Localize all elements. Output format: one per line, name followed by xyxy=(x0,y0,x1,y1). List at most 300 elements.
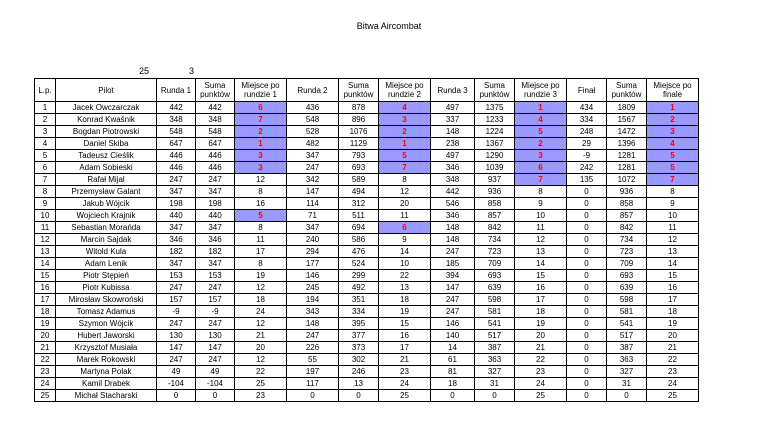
cell-lp: 1 xyxy=(35,102,56,114)
table-row xyxy=(35,198,699,210)
cell-place-2: 16 xyxy=(379,330,431,342)
cell-place-3: 11 xyxy=(515,222,567,234)
cell-round-1: 440 xyxy=(157,210,196,222)
cell-final: 0 xyxy=(567,378,607,390)
cell-pilot: Adam Sobieski xyxy=(56,162,157,174)
cell-lp: 8 xyxy=(35,186,56,198)
cell-place-1: 8 xyxy=(235,222,287,234)
cell-lp: 7 xyxy=(35,174,56,186)
cell-sum-final: 598 xyxy=(607,294,647,306)
cell-place-final: 19 xyxy=(647,318,699,330)
cell-round-2: 55 xyxy=(287,354,339,366)
page-title: Bitwa Aircombat xyxy=(356,21,422,31)
cell-sum-1: -9 xyxy=(196,306,235,318)
cell-pilot: Marek Rokowski xyxy=(56,354,157,366)
cell-sum-final: 936 xyxy=(607,186,647,198)
cell-sum-3: 1290 xyxy=(475,150,515,162)
cell-round-1: 247 xyxy=(157,354,196,366)
table-row xyxy=(35,366,699,378)
cell-place-1: 22 xyxy=(235,366,287,378)
header-place-1: Miejsce po rundzie 1 xyxy=(235,79,287,102)
cell-pilot: Piotr Stępień xyxy=(56,270,157,282)
cell-final: 0 xyxy=(567,270,607,282)
cell-place-final: 12 xyxy=(647,234,699,246)
cell-sum-3: 517 xyxy=(475,330,515,342)
cell-round-3: 14 xyxy=(431,342,475,354)
results-table xyxy=(34,78,699,402)
cell-pilot: Wojciech Krajnik xyxy=(56,210,157,222)
cell-round-2: 146 xyxy=(287,270,339,282)
cell-sum-2: 511 xyxy=(339,210,379,222)
cell-place-final: 7 xyxy=(647,174,699,186)
cell-round-1: 347 xyxy=(157,222,196,234)
cell-place-2: 19 xyxy=(379,306,431,318)
cell-place-3: 23 xyxy=(515,366,567,378)
cell-round-2: 177 xyxy=(287,258,339,270)
cell-place-3: 4 xyxy=(515,114,567,126)
cell-place-3: 6 xyxy=(515,162,567,174)
cell-sum-final: 858 xyxy=(607,198,647,210)
cell-sum-final: 693 xyxy=(607,270,647,282)
header-sum-3: Suma punktów xyxy=(475,79,515,102)
cell-place-2: 9 xyxy=(379,234,431,246)
cell-place-2: 11 xyxy=(379,210,431,222)
cell-round-2: 197 xyxy=(287,366,339,378)
cell-pilot: Daniel Skiba xyxy=(56,138,157,150)
cell-place-2: 2 xyxy=(379,126,431,138)
cell-place-3: 12 xyxy=(515,234,567,246)
cell-round-3: 394 xyxy=(431,270,475,282)
cell-place-2: 6 xyxy=(379,222,431,234)
cell-sum-2: 1076 xyxy=(339,126,379,138)
table-row xyxy=(35,246,699,258)
header-final: Finał xyxy=(567,79,607,102)
table-row xyxy=(35,210,699,222)
cell-round-2: 194 xyxy=(287,294,339,306)
cell-final: 0 xyxy=(567,342,607,354)
cell-final: 0 xyxy=(567,210,607,222)
cell-place-final: 4 xyxy=(647,138,699,150)
cell-pilot: Rafał Mijal xyxy=(56,174,157,186)
cell-pilot: Jacek Owczarczak xyxy=(56,102,157,114)
cell-lp: 17 xyxy=(35,294,56,306)
cell-final: 434 xyxy=(567,102,607,114)
cell-round-2: 482 xyxy=(287,138,339,150)
cell-round-1: 247 xyxy=(157,282,196,294)
table-row xyxy=(35,174,699,186)
cell-place-1: 7 xyxy=(235,114,287,126)
cell-sum-final: 1396 xyxy=(607,138,647,150)
cell-lp: 3 xyxy=(35,126,56,138)
cell-pilot: Witold Kula xyxy=(56,246,157,258)
cell-lp: 23 xyxy=(35,366,56,378)
cell-place-2: 21 xyxy=(379,354,431,366)
cell-sum-3: 0 xyxy=(475,390,515,402)
cell-place-2: 4 xyxy=(379,102,431,114)
cell-round-1: 446 xyxy=(157,162,196,174)
cell-round-2: 148 xyxy=(287,318,339,330)
cell-place-1: 3 xyxy=(235,150,287,162)
cell-place-3: 20 xyxy=(515,330,567,342)
cell-sum-final: 1472 xyxy=(607,126,647,138)
cell-round-3: 146 xyxy=(431,318,475,330)
cell-sum-final: 517 xyxy=(607,330,647,342)
results-body xyxy=(35,102,699,402)
cell-place-3: 2 xyxy=(515,138,567,150)
cell-round-3: 0 xyxy=(431,390,475,402)
cell-place-2: 24 xyxy=(379,378,431,390)
cell-sum-final: 723 xyxy=(607,246,647,258)
cell-sum-final: 327 xyxy=(607,366,647,378)
cell-sum-3: 639 xyxy=(475,282,515,294)
cell-round-2: 548 xyxy=(287,114,339,126)
cell-final: 334 xyxy=(567,114,607,126)
cell-place-3: 24 xyxy=(515,378,567,390)
cell-place-3: 17 xyxy=(515,294,567,306)
cell-final: 242 xyxy=(567,162,607,174)
table-row xyxy=(35,222,699,234)
cell-place-final: 3 xyxy=(647,126,699,138)
cell-lp: 4 xyxy=(35,138,56,150)
cell-sum-2: 312 xyxy=(339,198,379,210)
cell-round-2: 528 xyxy=(287,126,339,138)
cell-sum-1: 153 xyxy=(196,270,235,282)
cell-place-3: 14 xyxy=(515,258,567,270)
cell-place-2: 18 xyxy=(379,294,431,306)
table-row xyxy=(35,114,699,126)
cell-sum-2: 476 xyxy=(339,246,379,258)
cell-final: 248 xyxy=(567,126,607,138)
cell-pilot: Kamil Drabek xyxy=(56,378,157,390)
table-row xyxy=(35,258,699,270)
cell-round-3: 346 xyxy=(431,210,475,222)
cell-round-3: 442 xyxy=(431,186,475,198)
cell-pilot: Konrad Kwaśnik xyxy=(56,114,157,126)
cell-round-1: 346 xyxy=(157,234,196,246)
cell-round-3: 348 xyxy=(431,174,475,186)
cell-sum-final: 541 xyxy=(607,318,647,330)
cell-final: 0 xyxy=(567,258,607,270)
cell-place-final: 13 xyxy=(647,246,699,258)
cell-round-3: 147 xyxy=(431,282,475,294)
cell-sum-2: 302 xyxy=(339,354,379,366)
cell-final: 0 xyxy=(567,318,607,330)
cell-place-final: 10 xyxy=(647,210,699,222)
cell-round-2: 71 xyxy=(287,210,339,222)
cell-sum-final: 734 xyxy=(607,234,647,246)
cell-lp: 20 xyxy=(35,330,56,342)
cell-round-2: 347 xyxy=(287,222,339,234)
cell-round-1: 182 xyxy=(157,246,196,258)
cell-place-2: 15 xyxy=(379,318,431,330)
cell-sum-2: 693 xyxy=(339,162,379,174)
table-row xyxy=(35,342,699,354)
cell-place-3: 13 xyxy=(515,246,567,258)
cell-round-1: 153 xyxy=(157,270,196,282)
cell-sum-2: 494 xyxy=(339,186,379,198)
cell-sum-1: 198 xyxy=(196,198,235,210)
cell-round-3: 81 xyxy=(431,366,475,378)
cell-round-1: -104 xyxy=(157,378,196,390)
cell-final: 0 xyxy=(567,222,607,234)
cell-sum-1: 0 xyxy=(196,390,235,402)
header-round-3: Runda 3 xyxy=(431,79,475,102)
cell-round-2: 0 xyxy=(287,390,339,402)
cell-sum-2: 878 xyxy=(339,102,379,114)
cell-place-1: 3 xyxy=(235,162,287,174)
cell-sum-2: 299 xyxy=(339,270,379,282)
header-pilot: Pilot xyxy=(56,79,157,102)
cell-pilot: Krzysztof Musiała xyxy=(56,342,157,354)
cell-sum-2: 373 xyxy=(339,342,379,354)
cell-place-final: 25 xyxy=(647,390,699,402)
table-row xyxy=(35,150,699,162)
cell-sum-final: 387 xyxy=(607,342,647,354)
cell-sum-3: 1039 xyxy=(475,162,515,174)
cell-sum-final: 31 xyxy=(607,378,647,390)
cell-round-1: 347 xyxy=(157,258,196,270)
cell-pilot: Hubert Jaworski xyxy=(56,330,157,342)
cell-sum-3: 858 xyxy=(475,198,515,210)
table-row xyxy=(35,282,699,294)
cell-place-final: 23 xyxy=(647,366,699,378)
cell-place-final: 11 xyxy=(647,222,699,234)
cell-place-3: 7 xyxy=(515,174,567,186)
cell-sum-1: 49 xyxy=(196,366,235,378)
cell-sum-2: 0 xyxy=(339,390,379,402)
cell-place-final: 9 xyxy=(647,198,699,210)
cell-sum-3: 327 xyxy=(475,366,515,378)
table-row xyxy=(35,378,699,390)
cell-place-1: 18 xyxy=(235,294,287,306)
cell-round-1: 157 xyxy=(157,294,196,306)
header-row xyxy=(35,79,699,102)
cell-lp: 13 xyxy=(35,246,56,258)
above-header-value-2: 3 xyxy=(189,66,195,76)
cell-final: 0 xyxy=(567,282,607,294)
cell-round-1: 247 xyxy=(157,174,196,186)
cell-pilot: Tomasz Adamus xyxy=(56,306,157,318)
cell-sum-2: 377 xyxy=(339,330,379,342)
cell-place-2: 14 xyxy=(379,246,431,258)
table-row xyxy=(35,186,699,198)
cell-place-1: 12 xyxy=(235,354,287,366)
cell-round-2: 226 xyxy=(287,342,339,354)
header-place-final: Miejsce po finale xyxy=(647,79,699,102)
cell-final: -9 xyxy=(567,150,607,162)
cell-place-3: 18 xyxy=(515,306,567,318)
cell-round-3: 546 xyxy=(431,198,475,210)
table-row xyxy=(35,138,699,150)
cell-round-1: 147 xyxy=(157,342,196,354)
header-round-2: Runda 2 xyxy=(287,79,339,102)
cell-sum-1: 247 xyxy=(196,174,235,186)
cell-final: 0 xyxy=(567,366,607,378)
cell-round-2: 347 xyxy=(287,150,339,162)
cell-sum-1: -104 xyxy=(196,378,235,390)
cell-round-3: 61 xyxy=(431,354,475,366)
cell-place-final: 15 xyxy=(647,270,699,282)
cell-place-3: 5 xyxy=(515,126,567,138)
cell-pilot: Tadeusz Cieślik xyxy=(56,150,157,162)
table-row xyxy=(35,102,699,114)
header-sum-2: Suma punktów xyxy=(339,79,379,102)
cell-place-final: 5 xyxy=(647,150,699,162)
cell-sum-final: 842 xyxy=(607,222,647,234)
cell-lp: 9 xyxy=(35,198,56,210)
cell-sum-2: 589 xyxy=(339,174,379,186)
cell-sum-final: 1072 xyxy=(607,174,647,186)
cell-sum-2: 13 xyxy=(339,378,379,390)
cell-sum-1: 247 xyxy=(196,354,235,366)
cell-sum-2: 793 xyxy=(339,150,379,162)
cell-sum-1: 130 xyxy=(196,330,235,342)
cell-place-1: 23 xyxy=(235,390,287,402)
cell-round-2: 247 xyxy=(287,162,339,174)
header-sum-1: Suma punktów xyxy=(196,79,235,102)
cell-lp: 11 xyxy=(35,222,56,234)
table-row xyxy=(35,126,699,138)
cell-lp: 12 xyxy=(35,234,56,246)
cell-place-3: 16 xyxy=(515,282,567,294)
cell-place-1: 2 xyxy=(235,126,287,138)
cell-sum-2: 492 xyxy=(339,282,379,294)
cell-sum-3: 1375 xyxy=(475,102,515,114)
cell-place-1: 1 xyxy=(235,138,287,150)
cell-round-2: 114 xyxy=(287,198,339,210)
cell-pilot: Adam Lenik xyxy=(56,258,157,270)
cell-sum-3: 541 xyxy=(475,318,515,330)
cell-place-3: 19 xyxy=(515,318,567,330)
header-place-2: Miejsce po rundzie 2 xyxy=(379,79,431,102)
cell-round-3: 148 xyxy=(431,126,475,138)
table-row xyxy=(35,294,699,306)
cell-lp: 22 xyxy=(35,354,56,366)
cell-place-final: 18 xyxy=(647,306,699,318)
cell-pilot: Sebastian Morańda xyxy=(56,222,157,234)
cell-sum-2: 351 xyxy=(339,294,379,306)
cell-round-1: 0 xyxy=(157,390,196,402)
cell-round-1: 348 xyxy=(157,114,196,126)
header-sum-final: Suma punktów xyxy=(607,79,647,102)
cell-place-final: 20 xyxy=(647,330,699,342)
cell-sum-final: 0 xyxy=(607,390,647,402)
cell-place-final: 24 xyxy=(647,378,699,390)
cell-lp: 10 xyxy=(35,210,56,222)
cell-round-3: 337 xyxy=(431,114,475,126)
cell-place-1: 12 xyxy=(235,174,287,186)
cell-place-1: 12 xyxy=(235,282,287,294)
cell-sum-3: 693 xyxy=(475,270,515,282)
cell-sum-1: 347 xyxy=(196,258,235,270)
cell-sum-2: 395 xyxy=(339,318,379,330)
cell-lp: 16 xyxy=(35,282,56,294)
cell-place-2: 20 xyxy=(379,198,431,210)
cell-final: 0 xyxy=(567,354,607,366)
header-lp: L.p. xyxy=(35,79,56,102)
header-round-1: Runda 1 xyxy=(157,79,196,102)
cell-place-1: 5 xyxy=(235,210,287,222)
cell-place-final: 14 xyxy=(647,258,699,270)
above-header-value-1: 25 xyxy=(139,66,150,76)
cell-place-3: 25 xyxy=(515,390,567,402)
cell-sum-1: 347 xyxy=(196,186,235,198)
cell-round-1: 49 xyxy=(157,366,196,378)
cell-place-3: 1 xyxy=(515,102,567,114)
cell-sum-1: 647 xyxy=(196,138,235,150)
table-row xyxy=(35,270,699,282)
cell-place-final: 1 xyxy=(647,102,699,114)
cell-pilot: Przemysław Galant xyxy=(56,186,157,198)
cell-place-final: 17 xyxy=(647,294,699,306)
cell-round-1: 446 xyxy=(157,150,196,162)
cell-round-2: 147 xyxy=(287,186,339,198)
cell-place-3: 3 xyxy=(515,150,567,162)
cell-lp: 18 xyxy=(35,306,56,318)
cell-place-final: 21 xyxy=(647,342,699,354)
cell-place-2: 10 xyxy=(379,258,431,270)
cell-final: 0 xyxy=(567,198,607,210)
cell-final: 135 xyxy=(567,174,607,186)
cell-place-1: 8 xyxy=(235,186,287,198)
cell-sum-final: 857 xyxy=(607,210,647,222)
cell-sum-2: 524 xyxy=(339,258,379,270)
cell-final: 0 xyxy=(567,246,607,258)
cell-place-2: 5 xyxy=(379,150,431,162)
cell-place-2: 7 xyxy=(379,162,431,174)
cell-place-final: 5 xyxy=(647,162,699,174)
cell-sum-1: 157 xyxy=(196,294,235,306)
cell-place-1: 6 xyxy=(235,102,287,114)
cell-place-2: 13 xyxy=(379,282,431,294)
cell-lp: 21 xyxy=(35,342,56,354)
cell-round-3: 185 xyxy=(431,258,475,270)
cell-sum-1: 446 xyxy=(196,150,235,162)
cell-sum-final: 363 xyxy=(607,354,647,366)
cell-sum-1: 446 xyxy=(196,162,235,174)
cell-place-2: 1 xyxy=(379,138,431,150)
cell-place-final: 2 xyxy=(647,114,699,126)
cell-final: 0 xyxy=(567,306,607,318)
cell-sum-1: 548 xyxy=(196,126,235,138)
cell-round-1: -9 xyxy=(157,306,196,318)
cell-lp: 15 xyxy=(35,270,56,282)
cell-sum-3: 31 xyxy=(475,378,515,390)
cell-sum-3: 709 xyxy=(475,258,515,270)
cell-round-1: 647 xyxy=(157,138,196,150)
cell-lp: 6 xyxy=(35,162,56,174)
cell-sum-3: 1367 xyxy=(475,138,515,150)
cell-round-3: 497 xyxy=(431,102,475,114)
cell-sum-1: 348 xyxy=(196,114,235,126)
cell-pilot: Piotr Kubissa xyxy=(56,282,157,294)
cell-place-2: 17 xyxy=(379,342,431,354)
cell-round-3: 140 xyxy=(431,330,475,342)
cell-sum-1: 147 xyxy=(196,342,235,354)
cell-lp: 19 xyxy=(35,318,56,330)
cell-place-2: 8 xyxy=(379,174,431,186)
cell-place-1: 21 xyxy=(235,330,287,342)
cell-sum-3: 363 xyxy=(475,354,515,366)
cell-sum-1: 247 xyxy=(196,282,235,294)
cell-sum-3: 937 xyxy=(475,174,515,186)
cell-round-3: 18 xyxy=(431,378,475,390)
header-place-3: Miejsce po rundzie 3 xyxy=(515,79,567,102)
cell-place-1: 19 xyxy=(235,270,287,282)
cell-sum-3: 857 xyxy=(475,210,515,222)
cell-place-3: 22 xyxy=(515,354,567,366)
cell-round-3: 148 xyxy=(431,234,475,246)
